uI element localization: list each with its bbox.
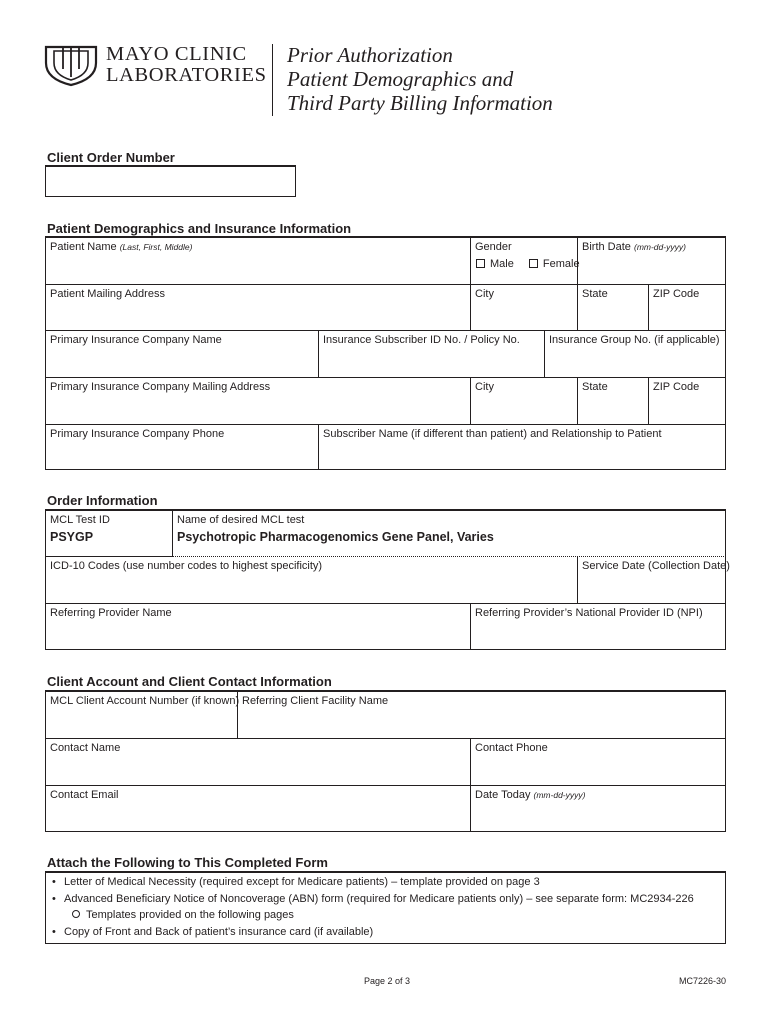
- patient-zip-label: ZIP Code: [653, 288, 700, 300]
- list-item: • Copy of Front and Back of patient’s insurance card (if available): [52, 926, 374, 938]
- client-account-heading: Client Account and Client Contact Information: [47, 674, 332, 689]
- insurance-company-name-label: Primary Insurance Company Name: [50, 334, 222, 346]
- insurance-state-field[interactable]: [577, 378, 648, 425]
- icd-codes-field[interactable]: [45, 557, 577, 604]
- logo-line-1: MAYO CLINIC: [106, 43, 247, 65]
- patient-name-field[interactable]: [45, 238, 470, 285]
- insurance-group-label: Insurance Group No. (if applicable): [549, 334, 720, 346]
- subscriber-name-field[interactable]: [318, 425, 726, 470]
- gender-options: [476, 258, 580, 270]
- contact-email-field[interactable]: [45, 786, 470, 832]
- facility-name-label: Referring Client Facility Name: [242, 695, 389, 707]
- test-name-value: Psychotropic Pharmacogenomics Gene Panel, Varies: [177, 530, 494, 544]
- attach-item-text: Letter of Medical Necessity (required except for Medicare patients) – template provided on page 3: [64, 876, 540, 888]
- contact-name-field[interactable]: [45, 739, 470, 786]
- client-order-number-field[interactable]: [45, 166, 296, 197]
- logo-line-2: LABORATORIES: [106, 64, 267, 86]
- insurance-phone-label: Primary Insurance Company Phone: [50, 428, 225, 440]
- patient-mailing-address-label: Patient Mailing Address: [50, 288, 165, 300]
- npi-field[interactable]: [470, 604, 726, 650]
- title-line-3: Third Party Billing Information: [287, 91, 553, 115]
- service-date-field[interactable]: [577, 557, 730, 604]
- test-id-field: [45, 511, 172, 557]
- attach-heading: Attach the Following to This Completed Form: [47, 855, 328, 870]
- attach-list: [45, 873, 726, 944]
- subscriber-id-label: Insurance Subscriber ID No. / Policy No.: [323, 334, 520, 346]
- patient-name-label: [50, 241, 192, 253]
- form-title: [287, 43, 553, 115]
- insurance-address-field[interactable]: [45, 378, 470, 425]
- insurance-group-field[interactable]: [544, 331, 726, 378]
- insurance-state-label: State: [582, 381, 608, 393]
- patient-mailing-address-field[interactable]: [45, 285, 470, 331]
- client-account-number-field[interactable]: [45, 692, 240, 739]
- circle-bullet-icon: [72, 910, 80, 918]
- service-date-label: Service Date (Collection Date): [582, 560, 730, 572]
- insurance-company-name-field[interactable]: [45, 331, 318, 378]
- icd-codes-label: ICD-10 Codes (use number codes to highest specificity): [50, 560, 323, 572]
- gender-label: Gender: [475, 241, 512, 253]
- referring-provider-label: Referring Provider Name: [50, 607, 172, 619]
- male-checkbox[interactable]: [476, 259, 485, 268]
- patient-zip-field[interactable]: [648, 285, 726, 331]
- insurance-phone-field[interactable]: [45, 425, 318, 470]
- insurance-zip-field[interactable]: [648, 378, 726, 425]
- birth-date-field[interactable]: [577, 238, 726, 285]
- client-order-heading: Client Order Number: [47, 150, 175, 165]
- contact-phone-label: Contact Phone: [475, 742, 548, 754]
- list-item: [72, 909, 294, 921]
- list-item: • Advanced Beneficiary Notice of Noncoverage (ABN) form (required for Medicare patients only) – see separate form: MC2934-226: [52, 893, 694, 905]
- patient-name-label-text: Patient Name: [50, 241, 117, 253]
- male-label: Male: [490, 258, 514, 270]
- mayo-clinic-shield-logo-icon: [44, 45, 98, 87]
- contact-phone-field[interactable]: [470, 739, 726, 786]
- date-today-label: [475, 789, 585, 801]
- birth-date-hint: (mm-dd-yyyy): [633, 242, 686, 252]
- patient-section-heading: Patient Demographics and Insurance Information: [47, 221, 352, 236]
- insurance-city-field[interactable]: [470, 378, 577, 425]
- attach-item-text: Templates provided on the following pages: [86, 909, 294, 921]
- patient-name-hint: (Last, First, Middle): [119, 242, 193, 252]
- subscriber-id-field[interactable]: [318, 331, 544, 378]
- insurance-city-label: City: [475, 381, 494, 393]
- header-divider: [272, 44, 273, 116]
- test-id-value: PSYGP: [50, 530, 94, 544]
- contact-email-label: Contact Email: [50, 789, 119, 801]
- subscriber-name-label: Subscriber Name (if different than patient) and Relationship to Patient: [323, 428, 662, 440]
- attach-item-text: Copy of Front and Back of patient’s insurance card (if available): [64, 926, 374, 938]
- gender-field: [470, 238, 580, 285]
- test-id-label: MCL Test ID: [50, 514, 110, 526]
- patient-city-field[interactable]: [470, 285, 577, 331]
- birth-date-label-text: Birth Date: [582, 241, 631, 253]
- npi-label: Referring Provider’s National Provider ID (NPI): [475, 607, 703, 619]
- date-today-label-text: Date Today: [475, 789, 531, 801]
- birth-date-label: [582, 241, 686, 253]
- female-label: Female: [542, 258, 580, 270]
- test-name-field: [172, 511, 726, 557]
- insurance-address-label: Primary Insurance Company Mailing Address: [50, 381, 271, 393]
- logo-wordmark: [106, 44, 267, 86]
- date-today-hint: (mm-dd-yyyy): [533, 790, 586, 800]
- referring-provider-field[interactable]: [45, 604, 470, 650]
- title-line-1: Prior Authorization: [287, 43, 453, 67]
- test-name-label: Name of desired MCL test: [177, 514, 305, 526]
- contact-name-label: Contact Name: [50, 742, 121, 754]
- form-code: MC7226-30: [679, 976, 727, 986]
- page-number: Page 2 of 3: [364, 976, 411, 986]
- date-today-field[interactable]: [470, 786, 726, 832]
- order-section-heading: Order Information: [47, 493, 158, 508]
- client-account-number-label: MCL Client Account Number (if known): [50, 695, 240, 707]
- patient-state-label: State: [582, 288, 608, 300]
- female-checkbox[interactable]: [529, 259, 538, 268]
- patient-city-label: City: [475, 288, 494, 300]
- insurance-zip-label: ZIP Code: [653, 381, 700, 393]
- list-item: • Letter of Medical Necessity (required except for Medicare patients) – template provided on page 3: [52, 876, 540, 888]
- patient-state-field[interactable]: [577, 285, 648, 331]
- attach-item-text: Advanced Beneficiary Notice of Noncoverage (ABN) form (required for Medicare patients only) – see separate form: MC2934-226: [64, 893, 694, 905]
- facility-name-field[interactable]: [237, 692, 726, 739]
- title-line-2: Patient Demographics and: [287, 67, 514, 91]
